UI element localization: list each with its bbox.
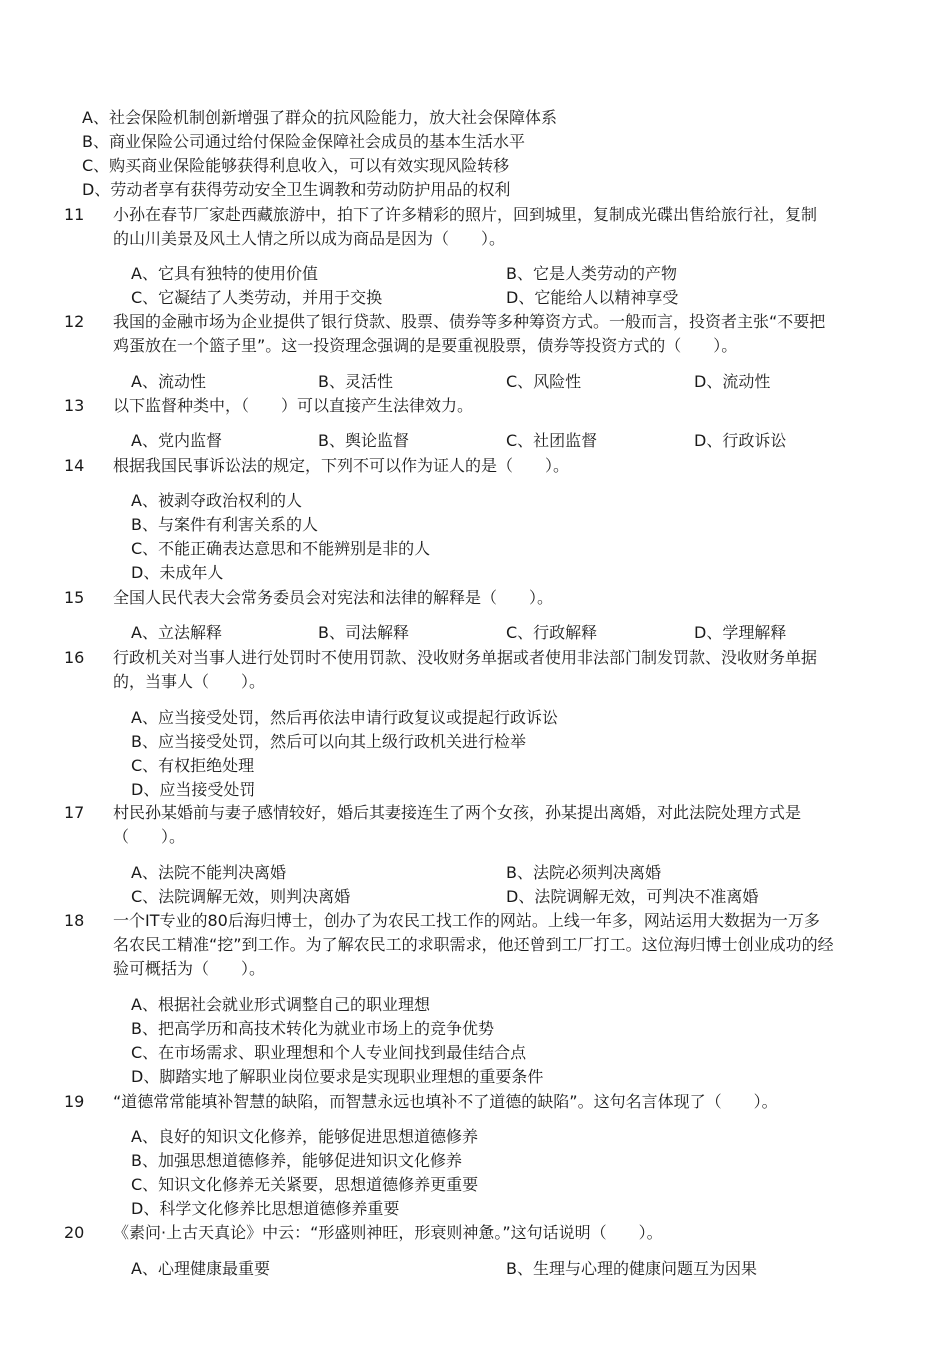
- question-number: 17: [64, 803, 85, 822]
- question-stem: 全国人民代表大会常务委员会对宪法和法律的解释是（ ）。: [113, 588, 554, 607]
- option-text: C、法院调解无效，则判决离婚: [131, 887, 351, 906]
- question-stem: 村民孙某婚前与妻子感情较好，婚后其妻接连生了两个女孩，孙某提出离婚，对此法院处理方式是: [113, 803, 802, 822]
- option-text: B、应当接受处罚，然后可以向其上级行政机关进行检举: [131, 732, 526, 751]
- option-text: C、购买商业保险能够获得利息收入，可以有效实现风险转移: [82, 156, 510, 175]
- option-text: B、与案件有利害关系的人: [131, 515, 318, 534]
- question-stem: 以下监督种类中，（ ）可以直接产生法律效力。: [113, 396, 474, 415]
- option-text: A、社会保险机制创新增强了群众的抗风险能力，放大社会保障体系: [82, 108, 557, 127]
- option-text: B、司法解释: [318, 623, 409, 642]
- option-text: B、把高学历和高技术转化为就业市场上的竞争优势: [131, 1019, 494, 1038]
- option-text: D、未成年人: [131, 563, 224, 582]
- question-number: 13: [64, 396, 85, 415]
- question-number: 18: [64, 911, 85, 930]
- option-text: B、加强思想道德修养，能够促进知识文化修养: [131, 1151, 462, 1170]
- option-text: A、良好的知识文化修养，能够促进思想道德修养: [131, 1127, 478, 1146]
- option-text: B、舆论监督: [318, 431, 409, 450]
- option-text: D、流动性: [694, 372, 771, 391]
- question-stem: 验可概括为（ ）。: [113, 959, 266, 978]
- option-text: A、党内监督: [131, 431, 222, 450]
- option-text: C、在市场需求、职业理想和个人专业间找到最佳结合点: [131, 1043, 527, 1062]
- option-text: D、学理解释: [694, 623, 787, 642]
- question-number: 19: [64, 1092, 85, 1111]
- option-text: A、被剥夺政治权利的人: [131, 491, 302, 510]
- option-text: C、社团监督: [506, 431, 598, 450]
- question-stem: 的，当事人（ ）。: [113, 672, 266, 691]
- question-stem: 《素问·上古天真论》中云：“形盛则神旺，形衰则神惫。”这句话说明（ ）。: [113, 1223, 663, 1242]
- option-text: C、知识文化修养无关紧要，思想道德修养更重要: [131, 1175, 479, 1194]
- question-stem: 根据我国民事诉讼法的规定，下列不可以作为证人的是（ ）。: [113, 456, 570, 475]
- option-text: A、法院不能判决离婚: [131, 863, 286, 882]
- option-text: A、立法解释: [131, 623, 222, 642]
- option-text: D、劳动者享有获得劳动安全卫生调教和劳动防护用品的权利: [82, 180, 511, 199]
- option-text: C、它凝结了人类劳动，并用于交换: [131, 288, 383, 307]
- question-number: 16: [64, 648, 85, 667]
- option-text: D、它能给人以精神享受: [506, 288, 679, 307]
- question-stem: 小孙在春节厂家赴西藏旅游中，拍下了许多精彩的照片，回到城里，复制成光碟出售给旅行社，复制: [113, 205, 818, 224]
- option-text: D、行政诉讼: [694, 431, 787, 450]
- option-text: D、应当接受处罚: [131, 780, 256, 799]
- option-text: C、风险性: [506, 372, 582, 391]
- question-stem: 名农民工精准“挖”到工作。为了解农民工的求职需求，他还曾到工厂打工。这位海归博士创业成功的经: [113, 935, 834, 954]
- question-stem: 一个IT专业的80后海归博士，创办了为农民工找工作的网站。上线一年多，网站运用大数据为一万多: [113, 911, 820, 930]
- option-text: A、流动性: [131, 372, 206, 391]
- option-text: A、根据社会就业形式调整自己的职业理想: [131, 995, 430, 1014]
- question-stem: （ ）。: [113, 827, 186, 846]
- option-text: C、不能正确表达意思和不能辨别是非的人: [131, 539, 431, 558]
- question-number: 14: [64, 456, 85, 475]
- question-stem: “道德常常能填补智慧的缺陷，而智慧永远也填补不了道德的缺陷”。这句名言体现了（ ）。: [113, 1092, 778, 1111]
- option-text: B、生理与心理的健康问题互为因果: [506, 1259, 757, 1278]
- option-text: B、商业保险公司通过给付保险金保障社会成员的基本生活水平: [82, 132, 525, 151]
- question-stem: 我国的金融市场为企业提供了银行贷款、股票、债券等多种筹资方式。一般而言，投资者主张“不要把: [113, 312, 826, 331]
- option-text: D、科学文化修养比思想道德修养重要: [131, 1199, 400, 1218]
- option-text: A、应当接受处罚，然后再依法申请行政复议或提起行政诉讼: [131, 708, 558, 727]
- option-text: D、法院调解无效，可判决不准离婚: [506, 887, 759, 906]
- question-stem: 的山川美景及风土人情之所以成为商品是因为（ ）。: [113, 229, 506, 248]
- question-stem: 行政机关对当事人进行处罚时不使用罚款、没收财务单据或者使用非法部门制发罚款、没收财务单据: [113, 648, 818, 667]
- option-text: C、行政解释: [506, 623, 598, 642]
- option-text: A、心理健康最重要: [131, 1259, 270, 1278]
- question-number: 12: [64, 312, 85, 331]
- question-number: 20: [64, 1223, 85, 1242]
- option-text: B、法院必须判决离婚: [506, 863, 661, 882]
- question-number: 15: [64, 588, 85, 607]
- question-stem: 鸡蛋放在一个篮子里”。这一投资理念强调的是要重视股票，债券等投资方式的（ ）。: [113, 336, 738, 355]
- option-text: B、它是人类劳动的产物: [506, 264, 677, 283]
- option-text: C、有权拒绝处理: [131, 756, 255, 775]
- option-text: B、灵活性: [318, 372, 393, 391]
- option-text: A、它具有独特的使用价值: [131, 264, 318, 283]
- question-number: 11: [64, 205, 85, 224]
- option-text: D、脚踏实地了解职业岗位要求是实现职业理想的重要条件: [131, 1067, 544, 1086]
